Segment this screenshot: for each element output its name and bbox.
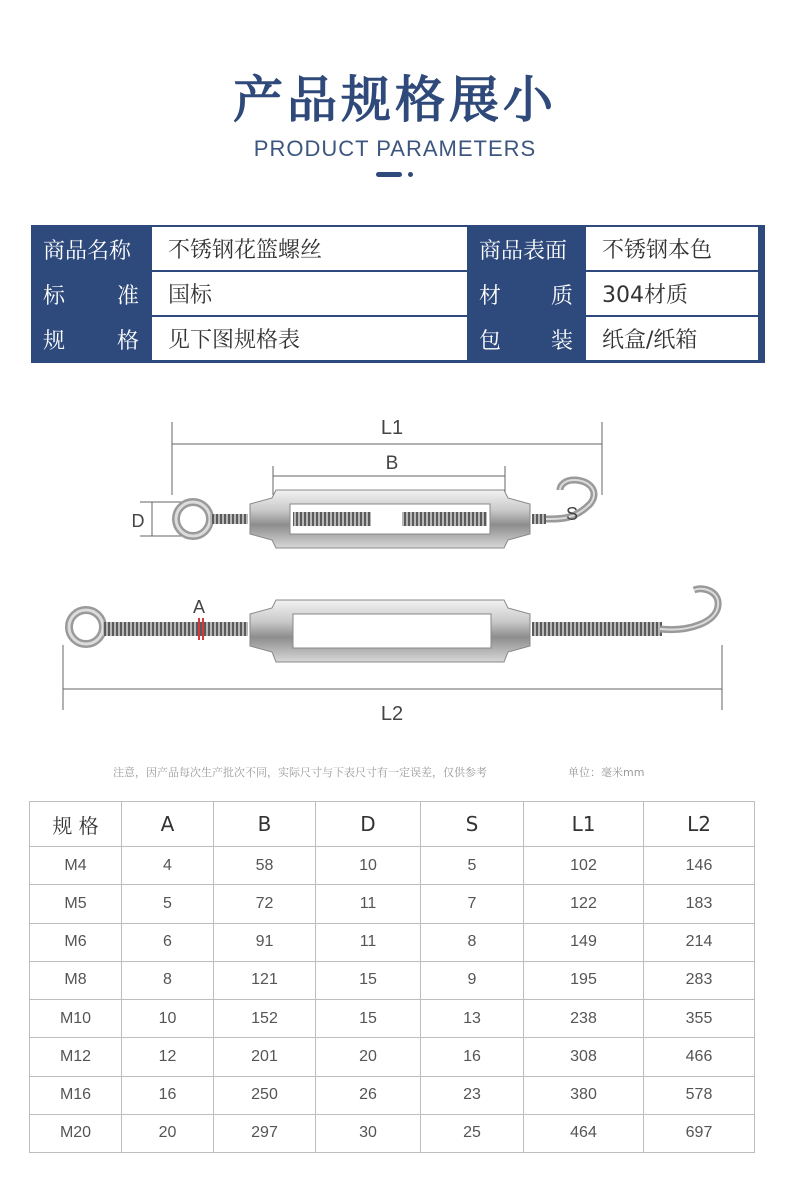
- table-cell: 72: [214, 885, 316, 923]
- table-cell: 464: [524, 1114, 644, 1152]
- table-cell: 7: [421, 885, 524, 923]
- table-row: [30, 1000, 755, 1038]
- table-cell: 15: [316, 961, 421, 999]
- col-header: 规 格: [30, 802, 122, 847]
- table-row: [30, 1076, 755, 1114]
- table-cell: 195: [524, 961, 644, 999]
- table-cell: 20: [122, 1114, 214, 1152]
- table-row: [30, 885, 755, 923]
- table-cell: 13: [421, 1000, 524, 1038]
- table-cell: 11: [316, 923, 421, 961]
- table-cell: 12: [122, 1038, 214, 1076]
- label-l1: L1: [380, 417, 404, 439]
- turnbuckle-diagram: [0, 400, 790, 740]
- table-cell: 214: [644, 923, 755, 961]
- product-info-table: [31, 225, 765, 363]
- table-cell: M8: [30, 961, 122, 999]
- table-cell: 183: [644, 885, 755, 923]
- table-cell: 23: [421, 1076, 524, 1114]
- table-cell: 152: [214, 1000, 316, 1038]
- table-cell: 201: [214, 1038, 316, 1076]
- spec-header-row: [30, 802, 755, 847]
- info-value: 304材质: [586, 272, 758, 315]
- table-cell: 283: [644, 961, 755, 999]
- table-row: [30, 847, 755, 885]
- info-value: 见下图规格表: [152, 317, 467, 360]
- table-cell: M5: [30, 885, 122, 923]
- table-cell: 297: [214, 1114, 316, 1152]
- col-header: B: [214, 802, 316, 847]
- table-cell: 26: [316, 1076, 421, 1114]
- table-row: [30, 961, 755, 999]
- table-cell: 91: [214, 923, 316, 961]
- info-label: 标 准: [43, 283, 139, 309]
- table-row: [30, 1038, 755, 1076]
- table-cell: M16: [30, 1076, 122, 1114]
- table-cell: 20: [316, 1038, 421, 1076]
- table-cell: 8: [122, 961, 214, 999]
- table-cell: 10: [316, 847, 421, 885]
- table-cell: 16: [421, 1038, 524, 1076]
- label-s: S: [565, 504, 579, 524]
- table-cell: 10: [122, 1000, 214, 1038]
- info-value: 不锈钢花篮螺丝: [152, 227, 467, 270]
- table-cell: 5: [421, 847, 524, 885]
- turnbuckle-extended: [69, 589, 718, 662]
- col-header: A: [122, 802, 214, 847]
- turnbuckle-compact: [176, 480, 594, 548]
- table-cell: 121: [214, 961, 316, 999]
- disclaimer-note: 注意，因产品每次生产批次不同，实际尺寸与下表尺寸有一定误差，仅供参考: [113, 766, 487, 779]
- page-subtitle: PRODUCT PARAMETERS: [253, 136, 537, 161]
- table-cell: 122: [524, 885, 644, 923]
- col-header: D: [316, 802, 421, 847]
- table-cell: 6: [122, 923, 214, 961]
- table-cell: 578: [644, 1076, 755, 1114]
- table-cell: 146: [644, 847, 755, 885]
- dimension-b: [273, 453, 505, 495]
- info-label: 商品名称: [43, 238, 132, 264]
- table-cell: M20: [30, 1114, 122, 1152]
- table-row: [30, 1114, 755, 1152]
- info-label: 包 装: [479, 328, 573, 354]
- col-header: L2: [644, 802, 755, 847]
- info-label: 商品表面: [479, 238, 568, 264]
- label-a: A: [192, 597, 206, 617]
- table-cell: M10: [30, 1000, 122, 1038]
- table-cell: 149: [524, 923, 644, 961]
- table-cell: 16: [122, 1076, 214, 1114]
- table-cell: M4: [30, 847, 122, 885]
- table-cell: M12: [30, 1038, 122, 1076]
- table-cell: 58: [214, 847, 316, 885]
- table-cell: 355: [644, 1000, 755, 1038]
- info-value: 不锈钢本色: [586, 227, 758, 270]
- table-cell: 5: [122, 885, 214, 923]
- table-cell: 11: [316, 885, 421, 923]
- table-cell: 466: [644, 1038, 755, 1076]
- table-cell: 4: [122, 847, 214, 885]
- table-cell: 25: [421, 1114, 524, 1152]
- table-cell: 250: [214, 1076, 316, 1114]
- col-header: S: [421, 802, 524, 847]
- label-b: B: [385, 453, 399, 474]
- table-cell: 380: [524, 1076, 644, 1114]
- col-header: L1: [524, 802, 644, 847]
- table-row: [30, 923, 755, 961]
- table-cell: 15: [316, 1000, 421, 1038]
- info-label: 规 格: [43, 328, 139, 354]
- table-cell: 102: [524, 847, 644, 885]
- table-cell: 308: [524, 1038, 644, 1076]
- table-cell: 9: [421, 961, 524, 999]
- spec-table: [29, 801, 755, 1153]
- table-cell: 238: [524, 1000, 644, 1038]
- info-value: 纸盒/纸箱: [586, 317, 758, 360]
- info-value: 国标: [152, 272, 467, 315]
- table-cell: 8: [421, 923, 524, 961]
- unit-note: 单位：毫米mm: [568, 766, 645, 779]
- label-l2: L2: [380, 703, 404, 725]
- table-cell: 30: [316, 1114, 421, 1152]
- table-cell: M6: [30, 923, 122, 961]
- table-cell: 697: [644, 1114, 755, 1152]
- info-label: 材 质: [479, 283, 573, 309]
- page-title: 产品规格展小: [233, 71, 557, 129]
- label-d: D: [131, 511, 145, 531]
